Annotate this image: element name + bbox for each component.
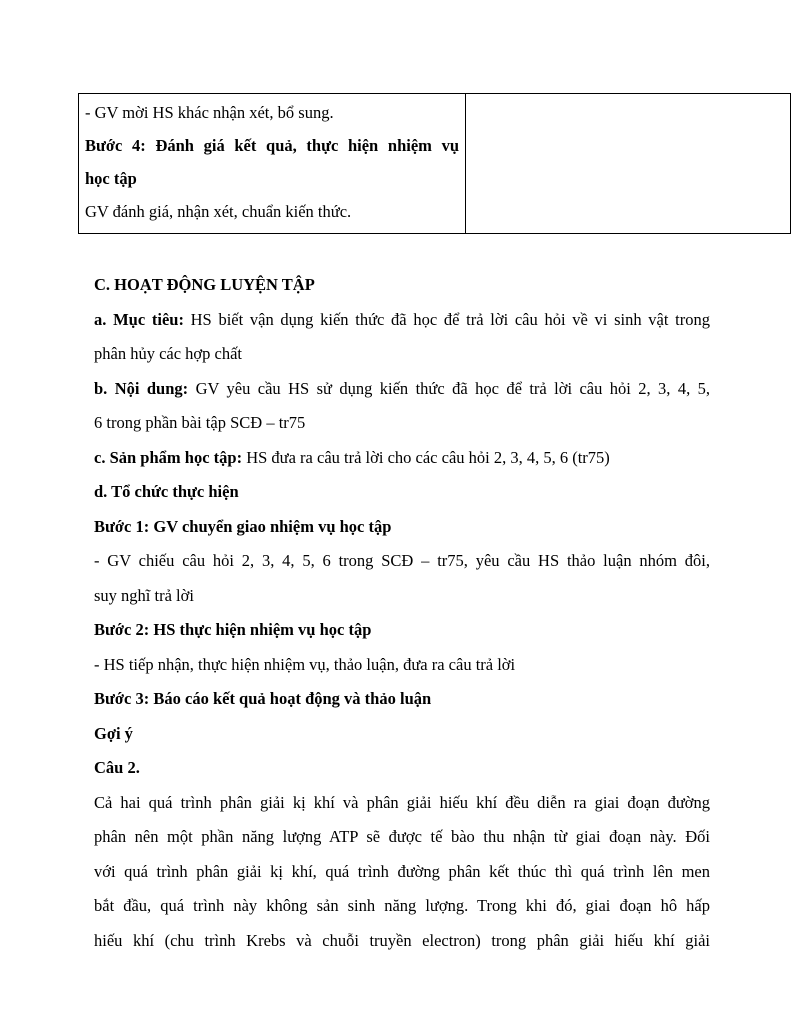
content-text: GV yêu cầu HS sử dụng kiến thức đã học để trả lời câu hỏi 2, 3, 4, 5, <box>188 378 710 398</box>
question2-line3: với quá trình phân giải kị khí, quá trình đường phân kết thúc thì quá trình lên men <box>94 861 710 881</box>
table-line-feedback: - GV mời HS khác nhận xét, bổ sung. <box>85 103 334 122</box>
step2-title: Bước 2: HS thực hiện nhiệm vụ học tập <box>94 620 372 639</box>
step1-text-line1: - GV chiếu câu hỏi 2, 3, 4, 5, 6 trong SCĐ – tr75, yêu cầu HS thảo luận nhóm đôi, <box>94 551 710 570</box>
objective-line2: phân hủy các hợp chất <box>94 344 243 363</box>
section-heading: C. HOẠT ĐỘNG LUYỆN TẬP <box>94 275 315 294</box>
step3-title: Bước 3: Báo cáo kết quả hoạt động và thảo luận <box>94 689 432 708</box>
table-right-cell <box>466 94 790 233</box>
content-line2: 6 trong phần bài tập SCĐ – tr75 <box>94 413 306 432</box>
objective-text: HS biết vận dụng kiến thức đã học để trả lời câu hỏi về vi sinh vật trong <box>183 309 710 329</box>
table-step4-title-line1: Bước 4: Đánh giá kết quả, thực hiện nhiệm vụ <box>85 136 459 155</box>
step1-text-line2: suy nghĩ trả lời <box>94 585 194 605</box>
hint-label: Gợi ý <box>94 723 133 743</box>
content-line1 <box>94 372 710 407</box>
content-label: b. Nội dung: <box>94 378 189 398</box>
step1-title: Bước 1: GV chuyển giao nhiệm vụ học tập <box>94 516 392 536</box>
objective-line1 <box>94 303 710 338</box>
question2-line2: phân nên một phần năng lượng ATP sẽ được tế bào thu nhận từ giai đoạn này. Đối <box>94 827 710 846</box>
activity-table <box>78 93 791 234</box>
table-step4-title-line2: học tập <box>85 169 137 188</box>
practice-section <box>94 268 710 958</box>
table-line-evaluate: GV đánh giá, nhận xét, chuẩn kiến thức. <box>85 202 352 221</box>
table-left-cell <box>79 94 466 233</box>
product-line <box>94 441 710 476</box>
product-label: c. Sản phẩm học tập: <box>94 447 243 467</box>
question2-line1: Cả hai quá trình phân giải kị khí và phân giải hiếu khí đều diễn ra giai đoạn đường <box>94 792 710 812</box>
question2-title: Câu 2. <box>94 758 140 777</box>
question2-line4: bắt đầu, quá trình này không sản sinh năng lượng. Trong khi đó, giai đoạn hô hấp <box>94 896 710 915</box>
objective-label: a. Mục tiêu: <box>94 309 184 329</box>
product-text: HS đưa ra câu trả lời cho các câu hỏi 2, 3, 4, 5, 6 (tr75) <box>242 447 610 467</box>
step2-text: - HS tiếp nhận, thực hiện nhiệm vụ, thảo luận, đưa ra câu trả lời <box>94 654 516 674</box>
organization-heading: d. Tổ chức thực hiện <box>94 482 239 501</box>
question2-line5: hiếu khí (chu trình Krebs và chuỗi truyền electron) trong phân giải hiếu khí giải <box>94 930 710 950</box>
